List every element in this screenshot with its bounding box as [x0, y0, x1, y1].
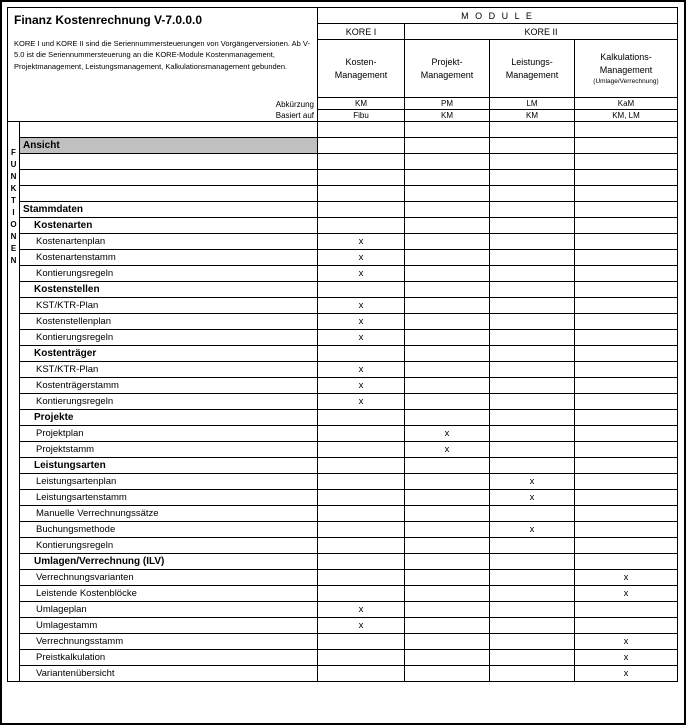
- mark-cell: [575, 202, 678, 218]
- mark-cell: [318, 426, 405, 442]
- abbr-value-lm: LM: [490, 98, 575, 110]
- abbr-row-label: Abkürzung: [8, 98, 318, 110]
- row-label: Kostenartenstamm: [20, 250, 318, 266]
- mark-cell: [405, 650, 490, 666]
- mark-cell: [490, 266, 575, 282]
- mark-cell: [405, 394, 490, 410]
- mark-cell: [575, 490, 678, 506]
- row-label: Kostenarten: [20, 218, 318, 234]
- mark-cell: [318, 490, 405, 506]
- row-label: Kontierungsregeln: [20, 394, 318, 410]
- empty-row-label: [20, 186, 318, 202]
- mark-cell-x: x: [575, 586, 678, 602]
- row-label: KST/KTR-Plan: [20, 362, 318, 378]
- mark-cell: [405, 314, 490, 330]
- abbr-value-km: KM: [318, 98, 405, 110]
- row-label: Kostenstellen: [20, 282, 318, 298]
- mark-cell: [318, 410, 405, 426]
- mark-cell: [575, 250, 678, 266]
- mark-cell-x: x: [490, 474, 575, 490]
- mark-cell-x: x: [490, 490, 575, 506]
- mark-cell: [490, 138, 575, 154]
- mark-cell: [490, 378, 575, 394]
- mark-cell: [575, 186, 678, 202]
- mark-cell: [490, 170, 575, 186]
- mark-cell: [575, 506, 678, 522]
- row-label: Verrechnungsstamm: [20, 634, 318, 650]
- based-on-row-label: Basiert auf: [8, 110, 318, 122]
- row-label: Projekte: [20, 410, 318, 426]
- row-label: Umlageplan: [20, 602, 318, 618]
- mark-cell-x: x: [490, 522, 575, 538]
- title-cell: [8, 8, 318, 98]
- row-label: Kostenträger: [20, 346, 318, 362]
- row-label: Leistungsarten: [20, 458, 318, 474]
- row-label: Projektstamm: [20, 442, 318, 458]
- mark-cell: [318, 570, 405, 586]
- view-row-label: Ansicht: [20, 138, 318, 154]
- row-label: Manuelle Verrechnungssätze: [20, 506, 318, 522]
- row-label: Stammdaten: [20, 202, 318, 218]
- mark-cell: [405, 634, 490, 650]
- mark-cell: [490, 554, 575, 570]
- mark-cell: [405, 490, 490, 506]
- mark-cell: [575, 538, 678, 554]
- mark-cell: [575, 602, 678, 618]
- mark-cell: [490, 250, 575, 266]
- mark-cell: [575, 298, 678, 314]
- mark-cell: [405, 298, 490, 314]
- mark-cell: [575, 554, 678, 570]
- mark-cell: [405, 330, 490, 346]
- mark-cell: [490, 218, 575, 234]
- mark-cell: [318, 650, 405, 666]
- mark-cell-x: x: [318, 618, 405, 634]
- row-label: Kostenartenplan: [20, 234, 318, 250]
- mark-cell: [575, 410, 678, 426]
- mark-cell: [318, 170, 405, 186]
- mark-cell: [575, 170, 678, 186]
- mark-cell-x: x: [318, 298, 405, 314]
- empty-row-label: [20, 122, 318, 138]
- mark-cell: [405, 250, 490, 266]
- mark-cell: [575, 234, 678, 250]
- mark-cell: [405, 554, 490, 570]
- row-label: Leistungsartenplan: [20, 474, 318, 490]
- mark-cell: [575, 378, 678, 394]
- mark-cell: [318, 474, 405, 490]
- mark-cell: [490, 186, 575, 202]
- based-on-value-km: Fibu: [318, 110, 405, 122]
- mark-cell: [318, 218, 405, 234]
- row-label: Projektplan: [20, 426, 318, 442]
- mark-cell: [575, 330, 678, 346]
- mark-cell: [575, 314, 678, 330]
- mark-cell-x: x: [575, 650, 678, 666]
- mark-cell: [490, 634, 575, 650]
- mark-cell: [405, 474, 490, 490]
- mark-cell: [490, 666, 575, 682]
- row-label: Umlagen/Verrechnung (ILV): [20, 554, 318, 570]
- mark-cell: [490, 458, 575, 474]
- mark-cell: [490, 346, 575, 362]
- mark-cell: [490, 234, 575, 250]
- row-label: Umlagestamm: [20, 618, 318, 634]
- mark-cell: [405, 570, 490, 586]
- mark-cell: [490, 330, 575, 346]
- mark-cell-x: x: [318, 266, 405, 282]
- mark-cell-x: x: [405, 442, 490, 458]
- mark-cell: [318, 458, 405, 474]
- mark-cell: [490, 426, 575, 442]
- mark-cell: [318, 154, 405, 170]
- mark-cell: [490, 650, 575, 666]
- mark-cell: [405, 234, 490, 250]
- funktionen-label: FUNKTIONEN: [9, 148, 18, 268]
- based-on-value-lm: KM: [490, 110, 575, 122]
- mark-cell: [490, 570, 575, 586]
- column-header-lm: Leistungs- Management: [490, 40, 575, 98]
- mark-cell: [405, 202, 490, 218]
- mark-cell: [405, 538, 490, 554]
- row-label: Leistungsartenstamm: [20, 490, 318, 506]
- row-label: Kontierungsregeln: [20, 266, 318, 282]
- mark-cell: [575, 218, 678, 234]
- mark-cell: [405, 266, 490, 282]
- mark-cell: [318, 522, 405, 538]
- mark-cell: [405, 666, 490, 682]
- row-label: Kostenstellenplan: [20, 314, 318, 330]
- mark-cell: [318, 442, 405, 458]
- mark-cell: [405, 138, 490, 154]
- mark-cell: [575, 346, 678, 362]
- mark-cell-x: x: [318, 314, 405, 330]
- mark-cell: [405, 282, 490, 298]
- mark-cell: [490, 362, 575, 378]
- mark-cell: [575, 522, 678, 538]
- mark-cell: [490, 410, 575, 426]
- mark-cell-x: x: [318, 234, 405, 250]
- mark-cell: [490, 202, 575, 218]
- mark-cell: [575, 618, 678, 634]
- mark-cell: [575, 138, 678, 154]
- mark-cell: [575, 458, 678, 474]
- mark-cell: [490, 586, 575, 602]
- funktionen-sidebar: [8, 122, 20, 682]
- mark-cell-x: x: [575, 634, 678, 650]
- mark-cell-x: x: [405, 426, 490, 442]
- mark-cell: [575, 474, 678, 490]
- mark-cell: [405, 362, 490, 378]
- mark-cell: [405, 602, 490, 618]
- mark-cell: [405, 170, 490, 186]
- mark-cell: [318, 138, 405, 154]
- based-on-value-pm: KM: [405, 110, 490, 122]
- mark-cell: [575, 442, 678, 458]
- mark-cell: [405, 346, 490, 362]
- mark-cell: [490, 282, 575, 298]
- mark-cell: [575, 266, 678, 282]
- mark-cell: [405, 186, 490, 202]
- mark-cell: [405, 522, 490, 538]
- mark-cell: [490, 394, 575, 410]
- mark-cell-x: x: [575, 666, 678, 682]
- mark-cell: [490, 602, 575, 618]
- abbr-value-kam: KaM: [575, 98, 678, 110]
- row-label: Leistende Kostenblöcke: [20, 586, 318, 602]
- row-label: Variantenübersicht: [20, 666, 318, 682]
- mark-cell: [575, 282, 678, 298]
- empty-row-label: [20, 154, 318, 170]
- mark-cell: [490, 154, 575, 170]
- mark-cell: [405, 410, 490, 426]
- mark-cell: [318, 634, 405, 650]
- mark-cell-x: x: [575, 570, 678, 586]
- mark-cell: [318, 586, 405, 602]
- row-label: Kostenträgerstamm: [20, 378, 318, 394]
- mark-cell: [490, 298, 575, 314]
- mark-cell: [318, 346, 405, 362]
- mark-cell: [318, 506, 405, 522]
- mark-cell: [318, 202, 405, 218]
- mark-cell: [405, 154, 490, 170]
- mark-cell: [318, 282, 405, 298]
- description-text: KORE I und KORE II sind die Seriennummersteuerungen von Vorgängerversionen. Ab V-5.0 ist die Seriennummersteuerung an die KORE-Module Kostenmanagement, Projektmanagement, Leistungsmanagement, Kalkulationsmanagement gebunden.: [14, 39, 311, 71]
- mark-cell-x: x: [318, 602, 405, 618]
- mark-cell: [405, 218, 490, 234]
- feature-matrix-table: [7, 7, 678, 682]
- row-label: Preistkalkulation: [20, 650, 318, 666]
- mark-cell-x: x: [318, 378, 405, 394]
- mark-cell-x: x: [318, 394, 405, 410]
- group-header-2: KORE II: [405, 24, 678, 40]
- abbr-value-pm: PM: [405, 98, 490, 110]
- mark-cell: [575, 122, 678, 138]
- mark-cell: [490, 506, 575, 522]
- mark-cell: [405, 122, 490, 138]
- mark-cell: [318, 666, 405, 682]
- mark-cell: [405, 506, 490, 522]
- mark-cell: [405, 458, 490, 474]
- mark-cell: [490, 442, 575, 458]
- row-label: Verrechnungsvarianten: [20, 570, 318, 586]
- group-header-1: KORE I: [318, 24, 405, 40]
- empty-row-label: [20, 170, 318, 186]
- mark-cell: [490, 122, 575, 138]
- mark-cell: [575, 154, 678, 170]
- mark-cell-x: x: [318, 330, 405, 346]
- page-title: Finanz Kostenrechnung V-7.0.0.0: [14, 13, 203, 27]
- module-header: M O D U L E: [318, 8, 678, 24]
- mark-cell: [575, 394, 678, 410]
- mark-cell: [490, 538, 575, 554]
- column-header-km: Kosten- Management: [318, 40, 405, 98]
- mark-cell: [405, 618, 490, 634]
- mark-cell: [318, 186, 405, 202]
- column-header-pm: Projekt- Management: [405, 40, 490, 98]
- mark-cell: [318, 538, 405, 554]
- mark-cell: [405, 378, 490, 394]
- row-label: Buchungsmethode: [20, 522, 318, 538]
- mark-cell: [490, 314, 575, 330]
- mark-cell: [318, 554, 405, 570]
- mark-cell: [318, 122, 405, 138]
- mark-cell: [575, 426, 678, 442]
- mark-cell: [490, 618, 575, 634]
- column-header-kam: Kalkulations- Management (Umlage/Verrechnung): [575, 40, 678, 98]
- mark-cell: [575, 362, 678, 378]
- mark-cell: [405, 586, 490, 602]
- based-on-value-kam: KM, LM: [575, 110, 678, 122]
- row-label: Kontierungsregeln: [20, 538, 318, 554]
- mark-cell-x: x: [318, 362, 405, 378]
- row-label: KST/KTR-Plan: [20, 298, 318, 314]
- mark-cell-x: x: [318, 250, 405, 266]
- row-label: Kontierungsregeln: [20, 330, 318, 346]
